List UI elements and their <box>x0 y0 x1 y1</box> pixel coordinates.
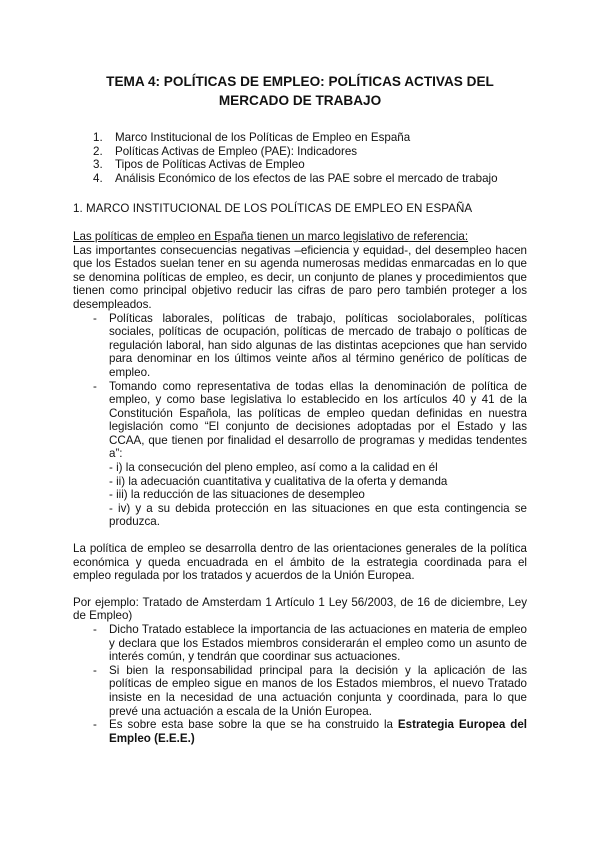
sub-item: - ii) la adecuación cuantitativa y cualitativa de la oferta y demanda <box>109 474 448 488</box>
sub-item: - iii) la reducción de las situaciones de desempleo <box>109 488 365 502</box>
dash-marker: - <box>93 623 97 636</box>
dash-marker: - <box>93 379 97 393</box>
dash-marker: - <box>93 718 97 732</box>
list-item <box>93 664 527 718</box>
bullet-list <box>73 312 527 530</box>
spacer <box>73 583 527 596</box>
document-title <box>73 72 527 110</box>
list-item-text: Dicho Tratado establece la importancia de las actuaciones en materia de empleo y declara que los Estados miembros considerarán el empleo como un asunto de interés común, y tendrán que coordinar sus actuaciones. <box>109 623 527 664</box>
underlined-intro: Las políticas de empleo en España tienen un marco legislativo de referencia: <box>73 229 469 243</box>
section-heading: 1. MARCO INSTITUCIONAL DE LOS POLÍTICAS DE EMPLEO EN ESPAÑA <box>73 202 473 216</box>
dash-marker: - <box>93 311 97 325</box>
toc-label: Marco Institucional de los Políticas de Empleo en España <box>115 131 411 144</box>
list-item <box>93 312 527 380</box>
toc-number: 3. <box>93 158 103 172</box>
toc-label: Análisis Económico de los efectos de las PAE sobre el mercado de trabajo <box>115 171 498 185</box>
spacer <box>73 529 527 542</box>
intro-paragraph: Las importantes consecuencias negativas –eficiencia y equidad-, del desempleo hacen que los Estados suelan tener en su agenda numerosas medidas enmarcadas en lo que se denomina políticas de empleo, es decir, un conjunto de planes y procedimientos que tienen como principal objetivo reducir las cifras de paro pero también proteger a los desempleados. <box>73 243 527 311</box>
toc-item <box>93 158 527 172</box>
toc-number: 4. <box>93 171 103 185</box>
list-item-text: Es sobre esta base sobre la que se ha construido la <box>109 718 398 732</box>
toc-number: 1. <box>93 131 103 144</box>
toc-item <box>93 131 527 145</box>
toc-label: Tipos de Políticas Activas de Empleo <box>115 158 305 172</box>
table-of-contents <box>73 131 527 185</box>
list-item <box>93 623 527 664</box>
dash-marker: - <box>93 663 97 677</box>
sub-item: - i) la consecución del pleno empleo, así como a la calidad en él <box>109 461 438 475</box>
toc-item <box>93 172 527 186</box>
list-item-text: Si bien la responsabilidad principal para la decisión y la aplicación de las políticas de empleo sigue en manos de los Estados miembros, el nuevo Tratado insiste en la necesidad de una actuación conjunta y coordinada, para lo que prevé una actuación a escala de la Unión Europea. <box>109 663 527 718</box>
list-item-text: Políticas laborales, políticas de trabajo, políticas sociolaborales, políticas sociales, políticas de ocupación, políticas de mercado de trabajo o políticas de regulación laboral, han sido algunas de las distintas acepciones que han servido para denominar en los últimos veinte años al término genérico de políticas de empleo. <box>109 311 527 379</box>
list-item-text: Tomando como representativa de todas ellas la denominación de política de empleo, y como base legislativa lo establecido en los artículos 40 y 41 de la Constitución Española, las políticas de empleo quedan definidas en nuestra legislación como “El conjunto de decisiones adoptadas por el Estado y las CCAA, que tienen por finalidad el desarrollo de programas y medidas tendentes a”: <box>109 379 527 461</box>
title-line-2: MERCADO DE TRABAJO <box>218 93 382 108</box>
paragraph: La política de empleo se desarrolla dentro de las orientaciones generales de la política económica y queda encuadrada en el ámbito de la estrategia coordinada para el empleo regulada por los tratados y acuerdos de la Unión Europea. <box>73 542 527 583</box>
sub-item: - iv) y a su debida protección en las situaciones en que esta contingencia se produzca. <box>109 501 527 529</box>
toc-number: 2. <box>93 144 103 158</box>
toc-item <box>93 145 527 159</box>
bullet-list <box>73 623 527 745</box>
list-item <box>93 718 527 745</box>
title-line-1: TEMA 4: POLÍTICAS DE EMPLEO: POLÍTICAS ACTIVAS DEL <box>106 74 494 89</box>
bold-term: Estrategia Europea del Empleo (E.E.E.) <box>109 718 527 745</box>
toc-label: Políticas Activas de Empleo (PAE): Indicadores <box>115 144 358 158</box>
list-item <box>93 380 527 530</box>
paragraph: Por ejemplo: Tratado de Amsterdam 1 Artículo 1 Ley 56/2003, de 16 de diciembre, Ley de Empleo) <box>73 595 527 623</box>
